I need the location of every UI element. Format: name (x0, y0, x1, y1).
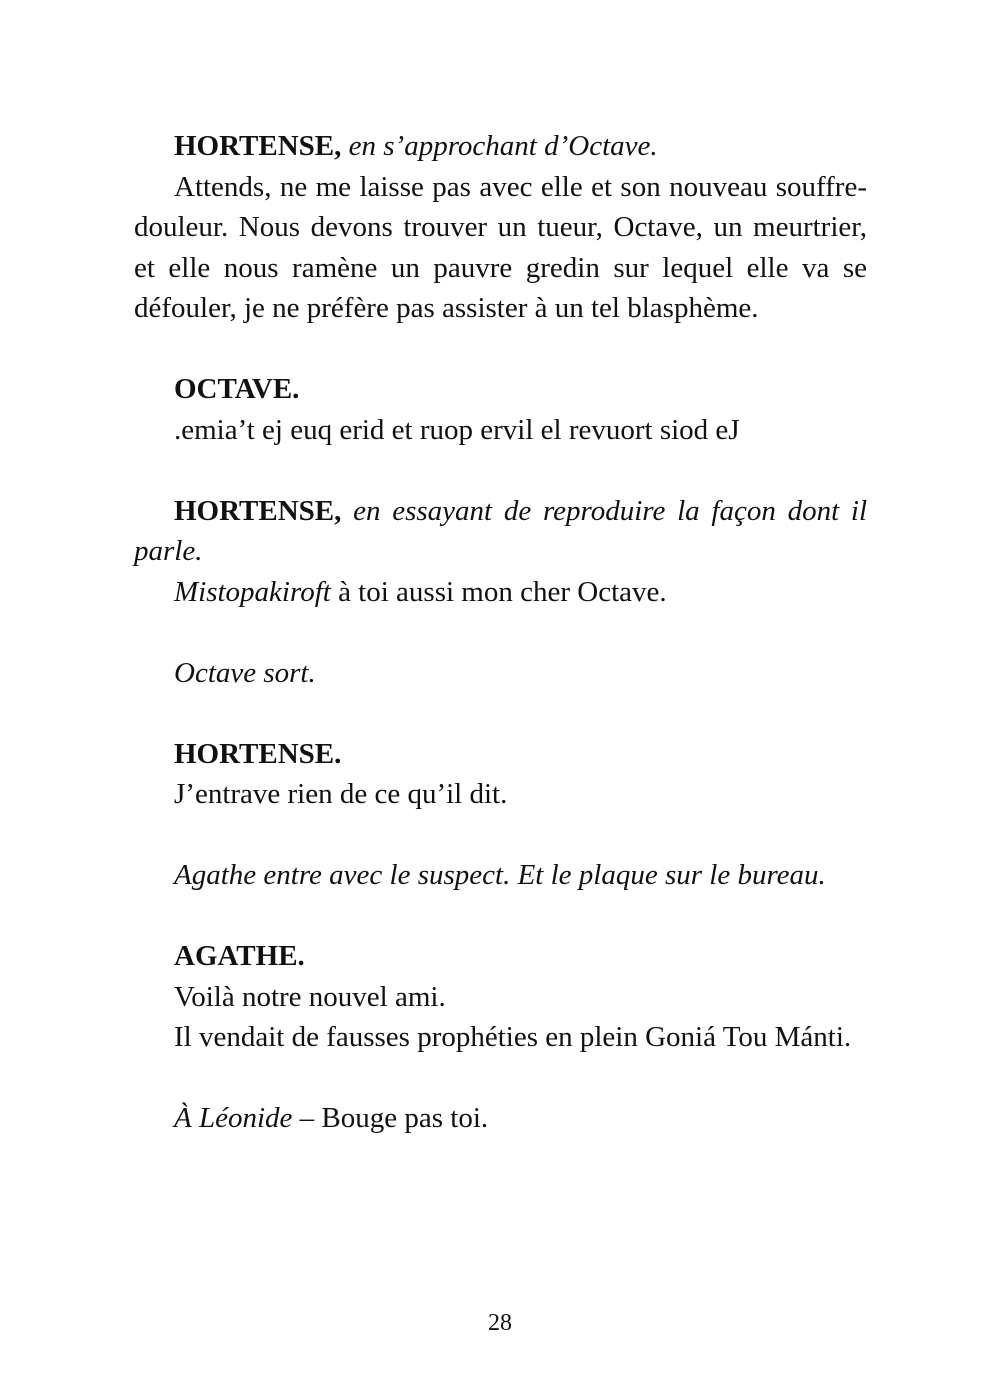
dialogue-text: à toi aussi mon cher Octave. (330, 575, 667, 608)
dialogue-line: Il vendait de fausses prophéties en plein Goniá Tou Mánti. (174, 1021, 852, 1053)
speaker-name: AGATHE. (174, 940, 305, 972)
speaker-name: HORTENSE. (174, 737, 342, 770)
character-cue-hortense-1 (134, 126, 867, 167)
speaker-name: HORTENSE, (174, 130, 342, 162)
stage-direction: Agathe entre avec le suspect. Et le plaque sur le bureau. (174, 859, 826, 891)
dialogue-italic-word: Mistopakiroft (174, 575, 331, 608)
dialogue-line (134, 572, 867, 613)
speaker-name: HORTENSE, (174, 494, 342, 527)
aside-direction: À Léonide (174, 1102, 293, 1134)
dialogue-line: .emia’t ej euq erid et ruop ervil el revuort siod eJ (174, 413, 740, 446)
stage-direction-inline: en essayant de reproduire la façon dont il parle. (134, 494, 867, 567)
character-cue-hortense-3 (134, 734, 867, 775)
dialogue-line: Attends, ne me laisse pas avec elle et son nouveau souffre-douleur. Nous devons trouver un tueur, Octave, un meurtrier, et elle nous ramène un pauvre gredin sur lequel elle va se défouler, je ne préfère pas assister à un tel blasphème. (134, 170, 867, 324)
speaker-name: OCTAVE. (174, 373, 300, 405)
character-cue-hortense-2 (134, 491, 867, 572)
dialogue-line: Voilà notre nouvel ami. (174, 980, 446, 1013)
aside-line (134, 1098, 867, 1139)
character-cue-agathe (134, 936, 867, 977)
aside-text: – Bouge pas toi. (292, 1102, 489, 1134)
dialogue-line: J’entrave rien de ce qu’il dit. (174, 778, 508, 810)
page-number: 28 (488, 1310, 512, 1336)
stage-direction-inline: en s’approchant d’Octave. (341, 130, 658, 162)
stage-direction: Octave sort. (174, 656, 316, 689)
page-text (134, 126, 867, 1139)
character-cue-octave (134, 369, 867, 410)
